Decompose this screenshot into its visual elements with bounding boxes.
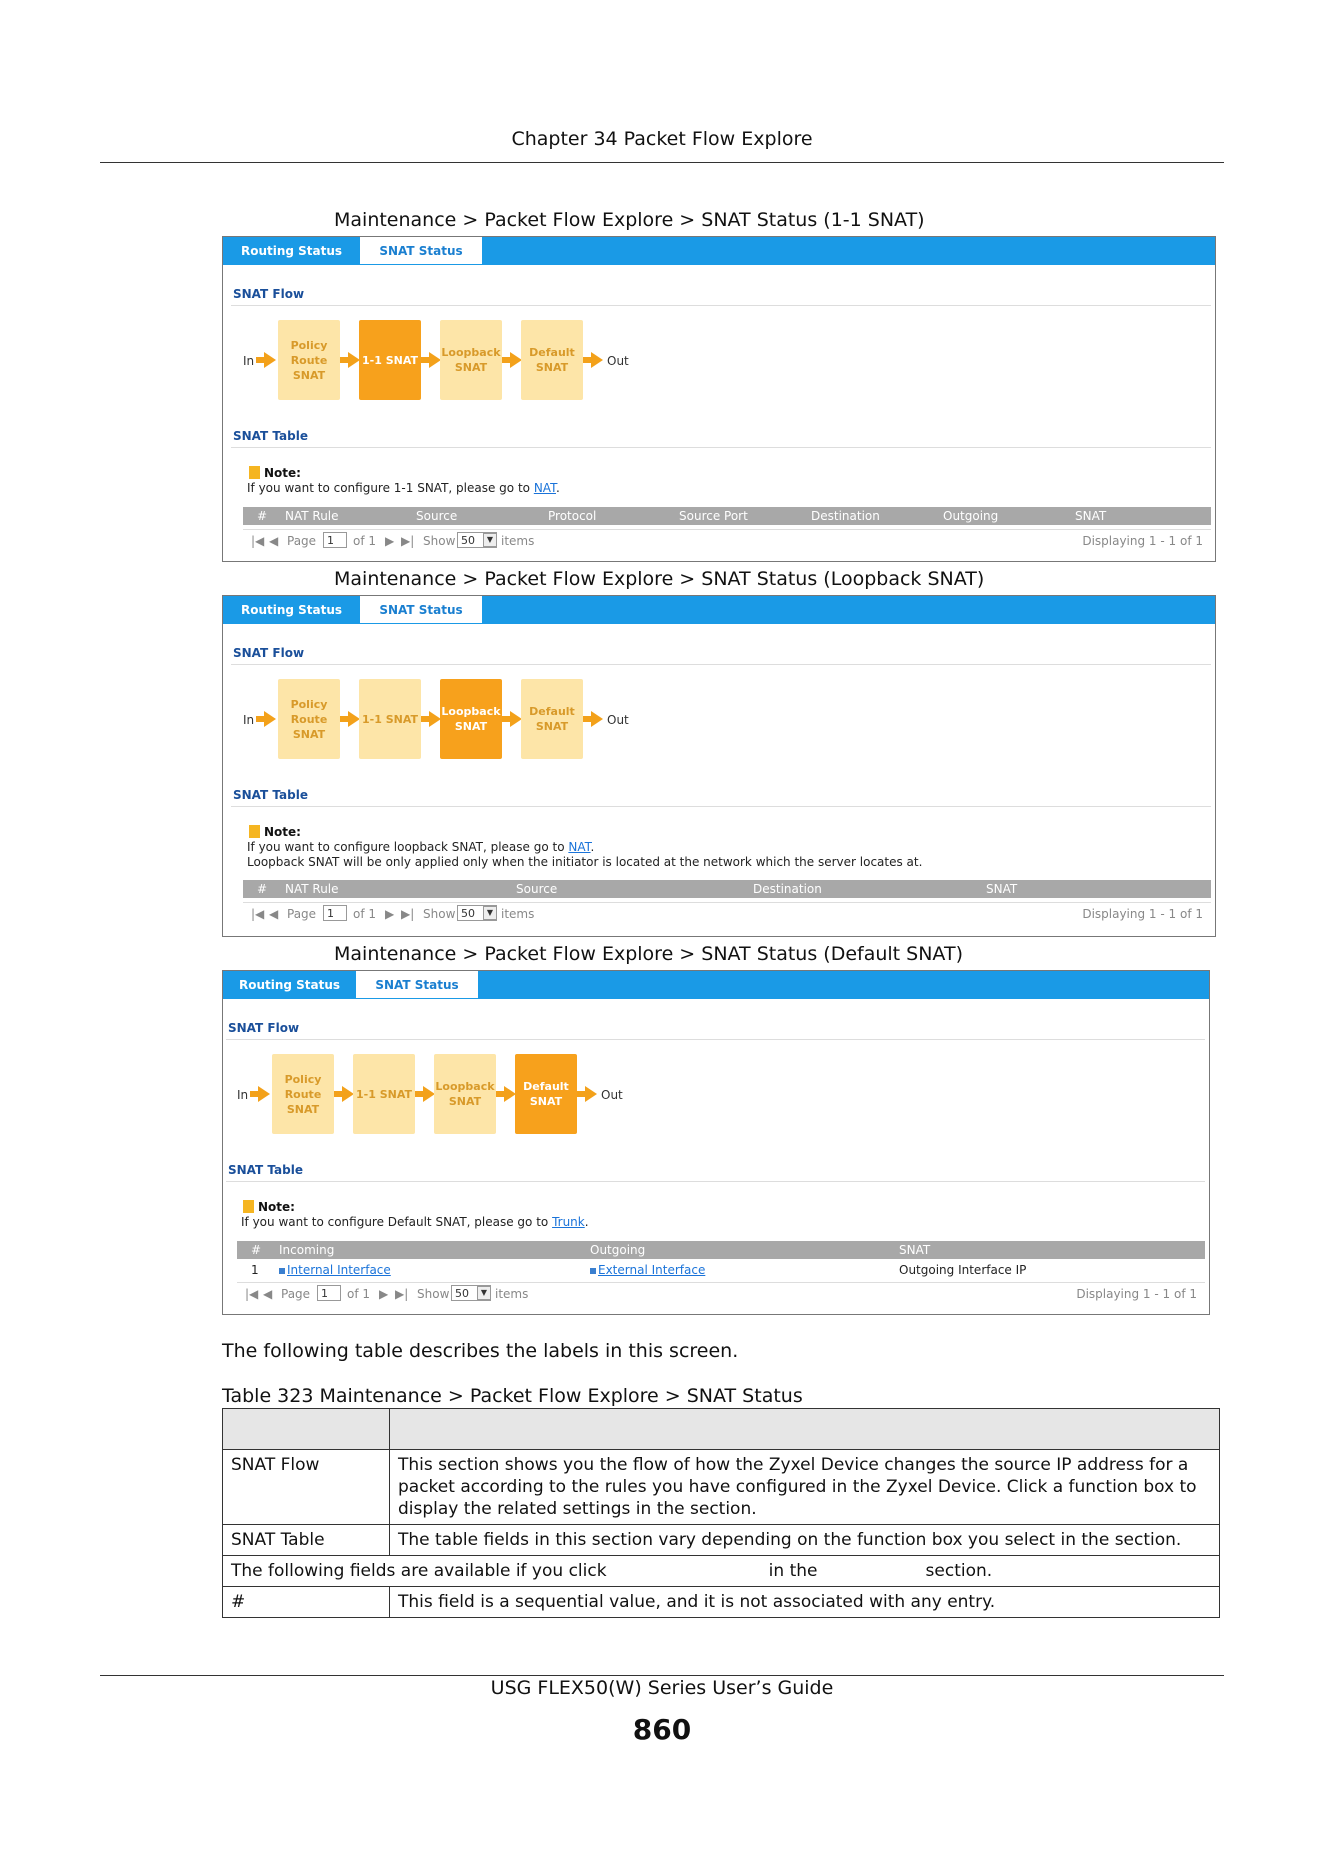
page-of: of 1 <box>347 1287 371 1301</box>
box-policy-route-snat[interactable]: Policy Route SNAT <box>278 320 340 400</box>
snat-panel-loopback <box>222 595 1216 937</box>
incoming-cell[interactable]: Internal Interface <box>279 1263 391 1277</box>
header-cell-description <box>390 1409 1220 1450</box>
col-protocol[interactable]: Protocol <box>548 509 597 523</box>
trunk-link[interactable]: Trunk <box>552 1215 585 1229</box>
header-cell-label <box>223 1409 390 1450</box>
flow-out-label: Out <box>601 1088 623 1102</box>
description-cell: This section shows you the flow of how the Zyxel Device changes the source IP address for a packet according to the rules you have configured in the Zyxel Device. Click a function box to display the related settings in the section. <box>390 1450 1220 1525</box>
nat-link[interactable]: NAT <box>533 481 556 495</box>
last-page-icon[interactable]: ▶| <box>401 907 415 921</box>
description-cell: This field is a sequential value, and it is not associated with any entry. <box>390 1587 1220 1618</box>
tab-bar <box>223 596 1215 624</box>
first-page-icon[interactable]: |◀ <box>251 907 265 921</box>
divider <box>231 305 1211 306</box>
note-label: Note: <box>264 825 301 839</box>
panel-caption-2: Maintenance > Packet Flow Explore > SNAT Status (Loopback SNAT) <box>334 568 985 590</box>
items-label: items <box>501 907 535 921</box>
last-page-icon[interactable]: ▶| <box>401 534 415 548</box>
page-input[interactable]: 1 <box>323 532 347 548</box>
snat-cell: Outgoing Interface IP <box>899 1263 1027 1277</box>
note-label: Note: <box>264 466 301 480</box>
col-nat-rule[interactable]: NAT Rule <box>285 882 339 896</box>
tab-bar <box>223 237 1215 265</box>
flow-out-label: Out <box>607 713 629 727</box>
snat-flow-title: SNAT Flow <box>233 287 305 301</box>
tab-bar <box>223 971 1209 999</box>
box-default-snat[interactable]: Default SNAT <box>521 320 583 400</box>
pager <box>243 902 1211 925</box>
note-icon <box>243 1200 254 1213</box>
box-default-snat[interactable]: Default SNAT <box>515 1054 577 1134</box>
note-icon <box>249 466 260 479</box>
col-snat[interactable]: SNAT <box>899 1243 931 1257</box>
col-destination[interactable]: Destination <box>811 509 880 523</box>
col-number[interactable]: # <box>251 1243 262 1257</box>
panel-caption-3: Maintenance > Packet Flow Explore > SNAT Status (Default SNAT) <box>334 943 963 965</box>
tab-routing-status[interactable]: Routing Status <box>240 603 343 617</box>
flow-in-label: In <box>243 713 255 727</box>
header-rule <box>100 162 1224 163</box>
description-cell: The table fields in this section vary depending on the function box you select in the section. <box>390 1525 1220 1556</box>
flow-in-label: In <box>237 1088 249 1102</box>
note-label: Note: <box>258 1200 295 1214</box>
flow-in-label: In <box>243 354 255 368</box>
note-text: If you want to configure loopback SNAT, please go to NAT. <box>247 840 595 854</box>
page-of: of 1 <box>353 534 377 548</box>
table-row <box>223 1450 1220 1525</box>
description-text: The following table describes the labels in this screen. <box>222 1340 739 1362</box>
box-policy-route-snat[interactable]: Policy Route SNAT <box>272 1054 334 1134</box>
chevron-down-icon[interactable]: ▼ <box>483 533 497 547</box>
note-icon <box>249 825 260 838</box>
table-row[interactable] <box>237 1261 1205 1281</box>
note-text: If you want to configure Default SNAT, please go to Trunk. <box>241 1215 589 1229</box>
arrow-right-icon <box>264 711 276 727</box>
page-label: Page <box>287 534 317 548</box>
chevron-down-icon[interactable]: ▼ <box>477 1286 491 1300</box>
col-source[interactable]: Source <box>516 882 558 896</box>
divider <box>226 1039 1205 1040</box>
box-default-snat[interactable]: Default SNAT <box>521 679 583 759</box>
flow-out-label: Out <box>607 354 629 368</box>
table-row <box>223 1525 1220 1556</box>
show-label: Show <box>417 1287 450 1301</box>
items-label: items <box>495 1287 529 1301</box>
label-cell: SNAT Table <box>223 1525 390 1556</box>
page-label: Page <box>281 1287 311 1301</box>
tab-snat-status[interactable]: SNAT Status <box>360 596 482 623</box>
box-loopback-snat[interactable]: Loopback SNAT <box>440 320 502 400</box>
box-1-1-snat[interactable]: 1-1 SNAT <box>353 1054 415 1134</box>
table-row <box>223 1587 1220 1618</box>
pager <box>237 1282 1205 1305</box>
snat-table-title: SNAT Table <box>228 1163 303 1177</box>
col-number[interactable]: # <box>257 509 268 523</box>
table-caption: Table 323 Maintenance > Packet Flow Explore > SNAT Status <box>222 1385 803 1407</box>
page-of: of 1 <box>353 907 377 921</box>
snat-flow-title: SNAT Flow <box>233 646 305 660</box>
col-snat[interactable]: SNAT <box>1075 509 1107 523</box>
outgoing-cell[interactable]: External Interface <box>590 1263 705 1277</box>
table-header <box>237 1241 1205 1259</box>
snat-panel-1-1 <box>222 236 1216 562</box>
footer-rule <box>100 1675 1224 1676</box>
nat-link[interactable]: NAT <box>568 840 591 854</box>
first-page-icon[interactable]: |◀ <box>251 534 265 548</box>
page-label: Page <box>287 907 317 921</box>
displaying-text: Displaying 1 - 1 of 1 <box>1076 1287 1197 1301</box>
page-input[interactable]: 1 <box>323 905 347 921</box>
pager <box>243 529 1211 552</box>
arrow-right-icon <box>585 1086 597 1102</box>
interface-icon <box>279 1268 285 1274</box>
description-table <box>222 1408 1220 1618</box>
label-cell: SNAT Flow <box>223 1450 390 1525</box>
tab-snat-status[interactable]: SNAT Status <box>356 971 478 998</box>
chapter-header: Chapter 34 Packet Flow Explore <box>511 128 813 150</box>
show-select[interactable]: 50 <box>451 1285 491 1301</box>
divider <box>231 664 1211 665</box>
last-page-icon[interactable]: ▶| <box>395 1287 409 1301</box>
label-cell: # <box>223 1587 390 1618</box>
show-select[interactable]: 50 <box>457 532 497 548</box>
col-snat[interactable]: SNAT <box>986 882 1018 896</box>
snat-flow-title: SNAT Flow <box>228 1021 300 1035</box>
row-number: 1 <box>251 1263 259 1277</box>
tab-routing-status[interactable]: Routing Status <box>240 244 343 258</box>
divider <box>226 1181 1205 1182</box>
interface-icon <box>590 1268 596 1274</box>
table-header <box>243 507 1211 525</box>
show-label: Show <box>423 907 456 921</box>
col-source[interactable]: Source <box>416 509 458 523</box>
table-header <box>243 880 1211 898</box>
panel-caption-1: Maintenance > Packet Flow Explore > SNAT Status (1-1 SNAT) <box>334 209 925 231</box>
arrow-right-icon <box>591 711 603 727</box>
col-nat-rule[interactable]: NAT Rule <box>285 509 339 523</box>
table-header-row <box>223 1409 1220 1450</box>
guide-title: USG FLEX50(W) Series User’s Guide <box>490 1677 834 1699</box>
chevron-down-icon[interactable]: ▼ <box>483 906 497 920</box>
show-label: Show <box>423 534 456 548</box>
show-select[interactable]: 50 <box>457 905 497 921</box>
page-input[interactable]: 1 <box>317 1285 341 1301</box>
next-page-icon[interactable]: ▶ <box>379 1287 389 1301</box>
note-text: If you want to configure 1-1 SNAT, please go to NAT. <box>247 481 560 495</box>
divider <box>231 447 1211 448</box>
box-policy-route-snat[interactable]: Policy Route SNAT <box>278 679 340 759</box>
displaying-text: Displaying 1 - 1 of 1 <box>1082 534 1203 548</box>
table-row <box>223 1556 1220 1587</box>
box-1-1-snat[interactable]: 1-1 SNAT <box>359 679 421 759</box>
snat-table-title: SNAT Table <box>233 788 308 802</box>
col-outgoing[interactable]: Outgoing <box>590 1243 646 1257</box>
first-page-icon[interactable]: |◀ <box>245 1287 259 1301</box>
next-page-icon[interactable]: ▶ <box>385 534 395 548</box>
span-cell: The following fields are available if you click in the section. <box>223 1556 1220 1587</box>
prev-page-icon[interactable]: ◀ <box>263 1287 273 1301</box>
arrow-right-icon <box>264 352 276 368</box>
prev-page-icon[interactable]: ◀ <box>269 534 279 548</box>
prev-page-icon[interactable]: ◀ <box>269 907 279 921</box>
tab-snat-status[interactable]: SNAT Status <box>360 237 482 264</box>
box-loopback-snat[interactable]: Loopback SNAT <box>434 1054 496 1134</box>
tab-routing-status[interactable]: Routing Status <box>238 978 341 992</box>
col-number[interactable]: # <box>257 882 268 896</box>
box-1-1-snat[interactable]: 1-1 SNAT <box>359 320 421 400</box>
col-source-port[interactable]: Source Port <box>679 509 748 523</box>
arrow-right-icon <box>591 352 603 368</box>
arrow-right-icon <box>258 1086 270 1102</box>
col-destination[interactable]: Destination <box>753 882 822 896</box>
snat-table-title: SNAT Table <box>233 429 308 443</box>
note-text: Loopback SNAT will be only applied only when the initiator is located at the network which the server locates at. <box>247 855 923 869</box>
box-loopback-snat[interactable]: Loopback SNAT <box>440 679 502 759</box>
next-page-icon[interactable]: ▶ <box>385 907 395 921</box>
col-outgoing[interactable]: Outgoing <box>943 509 999 523</box>
snat-panel-default <box>222 970 1210 1315</box>
displaying-text: Displaying 1 - 1 of 1 <box>1082 907 1203 921</box>
col-incoming[interactable]: Incoming <box>279 1243 335 1257</box>
page-number: 860 <box>632 1713 692 1746</box>
items-label: items <box>501 534 535 548</box>
divider <box>231 806 1211 807</box>
